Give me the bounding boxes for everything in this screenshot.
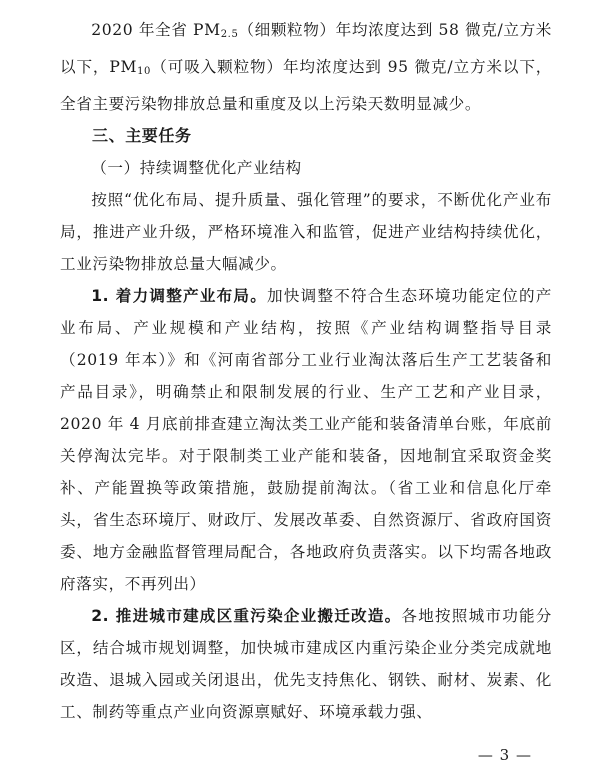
item-1-title: 1. 着力调整产业布局。 [91, 287, 267, 305]
item-1-body: 加快调整不符合生态环境功能定位的产业布局、产业规模和产业结构，按照《产业结构调整指导目录（2019 年本）》和《河南省部分工业行业淘汰落后生产工艺装备和产品目录》，明确禁止和限制发展的行业、生产工艺和产业目录，2020 年 4 月底前排查建立淘汰类工业产能和装备清单台账，年底前关停淘汰完毕。对于限制类工业产能和装备，因地制宜采取资金奖补、产能置换等政策措施，鼓励提前淘汰。（省工业和信息化厅牵头，省生态环境厅、财政厅、发展改革委、自然资源厅、省政府国资委、地方金融监督管理局配合，各地政府负责落实。以下均需各地政府落实，不再列出） [60, 287, 552, 593]
subsection-heading: （一）持续调整优化产业结构 [91, 159, 302, 177]
paragraph-item-1 [60, 280, 552, 600]
item-2-title: 2. 推进城市建成区重污染企业搬迁改造。 [91, 607, 402, 625]
section-heading: 三、主要任务 [92, 126, 192, 145]
paragraph-targets: 2020 年全省 $PM_{2.5}$（细颗粒物）年均浓度达到 58 微克/立方米以下，$PM_{10}$（可吸入颗粒物）年均浓度达到 95 微克/立方米以下，全省主要污染物排放总量和重度及以上污染天数明显减少。 [60, 21, 552, 113]
document-page [60, 14, 552, 728]
paragraph-intro: 按照“优化布局、提升质量、强化管理”的要求，不断优化产业布局，推进产业升级，严格环境准入和监管，促进产业结构持续优化，工业污染物排放总量大幅减少。 [60, 191, 552, 273]
paragraph-item-2 [60, 600, 552, 728]
page-number: — 3 — [477, 746, 532, 764]
item-2-body: 各地按照城市功能分区，结合城市规划调整，加快城市建成区内重污染企业分类完成就地改造、退城入园或关闭退出，优先支持焦化、钢铁、耐材、炭素、化工、制药等重点产业向资源禀赋好、环境承载力强、 [60, 607, 553, 721]
